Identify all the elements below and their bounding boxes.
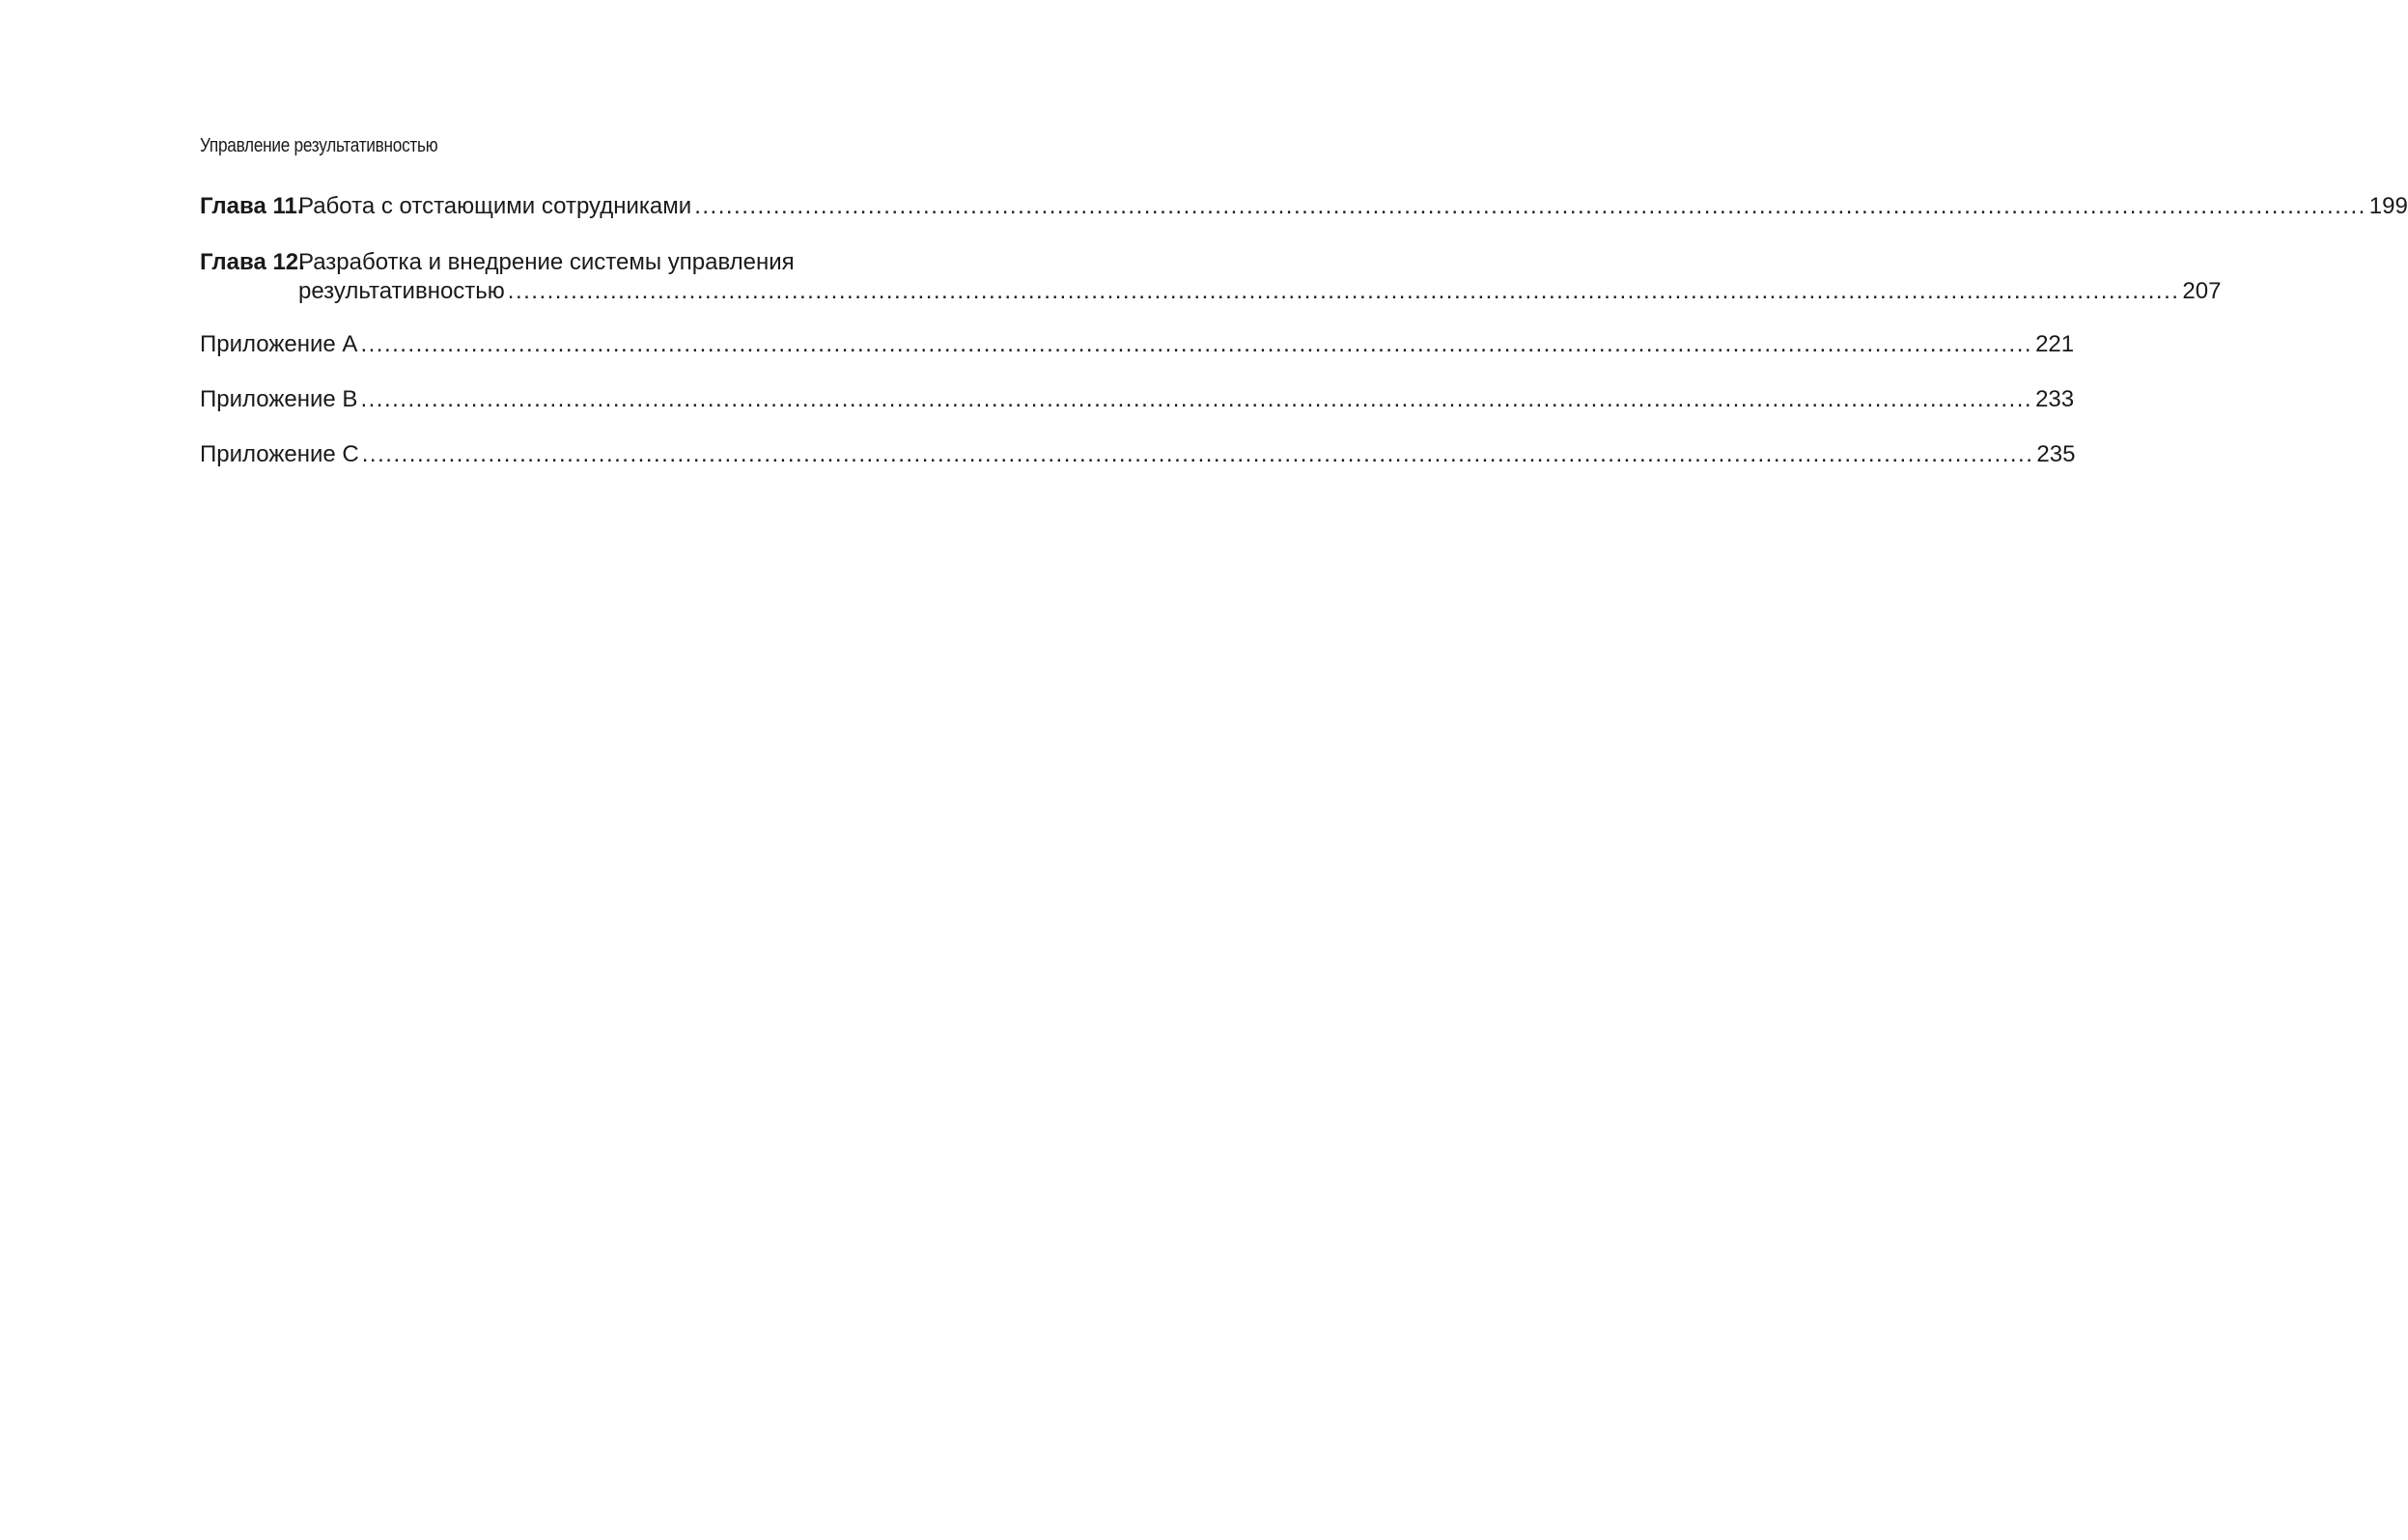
appendix-title: Приложение С [200,441,359,467]
toc-entry-chapter-11 [200,192,2408,221]
toc-line [200,277,2222,306]
dot-leader [360,385,2032,414]
toc-entry-chapter-12 [200,248,2222,306]
toc-line [200,330,2075,359]
running-head: Управление результативностью [200,135,438,156]
chapter-title-line-1: Разработка и внедрение системы управления [298,249,795,275]
page-number: 207 [2182,278,2222,304]
toc-entry-appendix-b [200,385,2075,414]
chapter-title: Работа с отстающими сотрудниками [298,193,692,219]
toc-line [200,192,2408,221]
toc-line [200,248,928,277]
chapter-number: Глава 12. [200,249,305,275]
dot-leader [508,277,2180,306]
dot-leader [360,330,2032,359]
page-number: 199 [2368,193,2408,219]
dot-leader [362,440,2034,469]
toc-line [200,440,2076,469]
chapter-title-line-2: результативностью [298,278,505,304]
page-number: 233 [2035,386,2075,412]
dot-leader [694,192,2366,221]
chapter-number: Глава 11. [200,193,304,219]
toc-entry-appendix-c [200,440,2076,469]
toc-entry-appendix-a [200,330,2075,359]
page-number: 235 [2036,441,2076,467]
appendix-title: Приложение А [200,331,358,357]
page-number: 221 [2035,331,2075,357]
appendix-title: Приложение В [200,386,358,412]
toc-line [200,385,2075,414]
